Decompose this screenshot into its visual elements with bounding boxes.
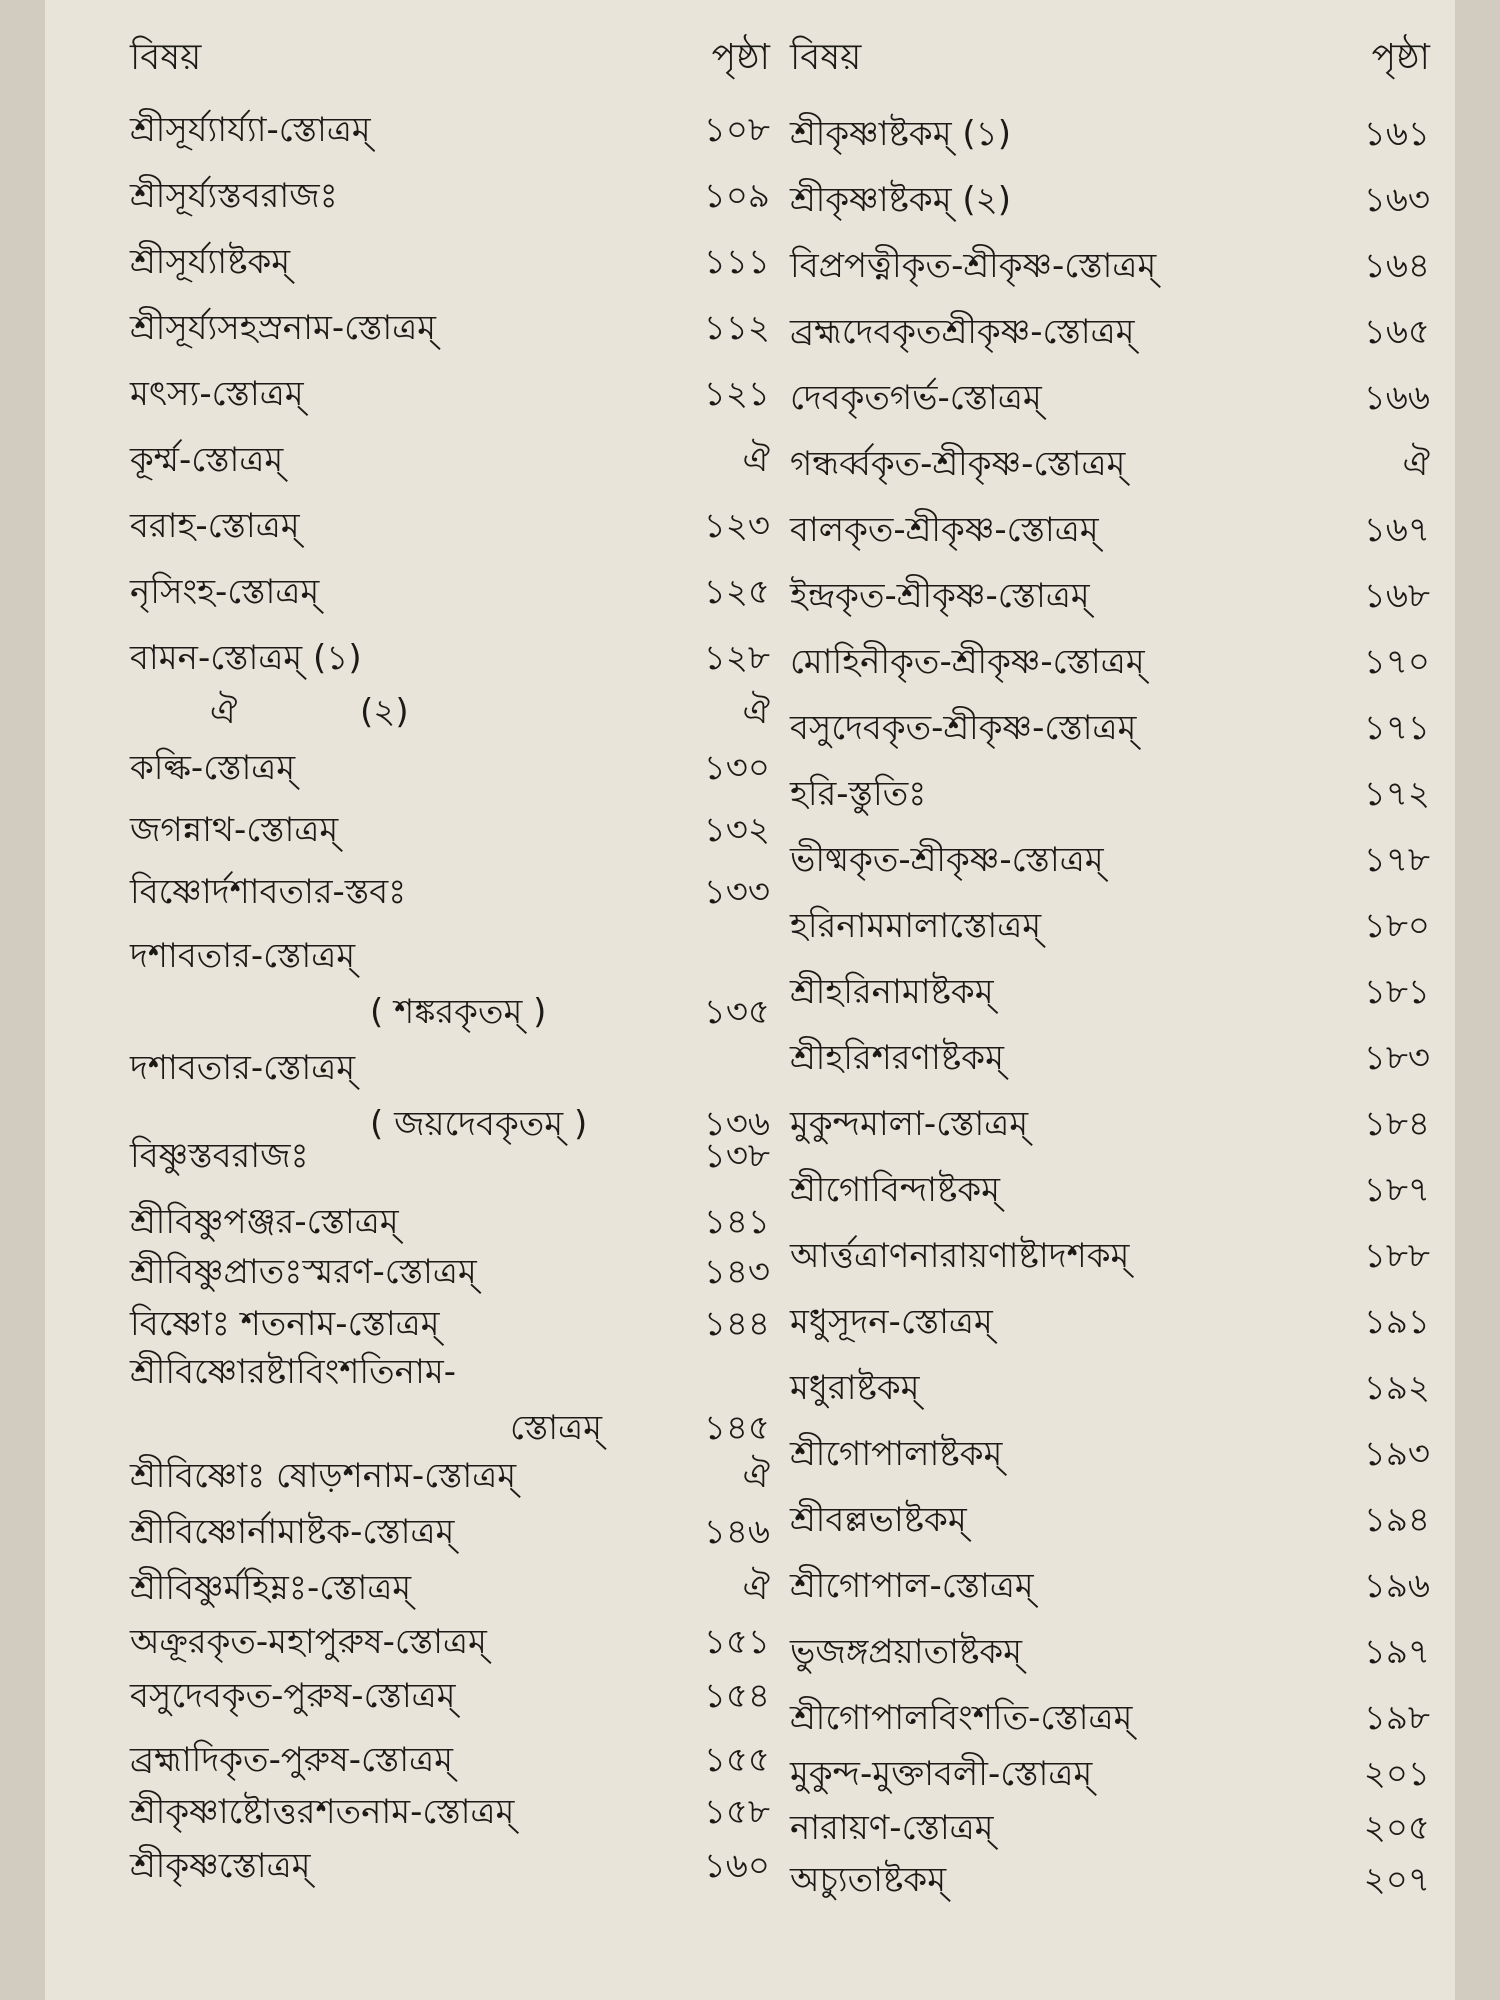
entry-page-number: ১৮৮ <box>1363 1236 1430 1276</box>
entry-title: আর্ত্তত্রাণনারায়ণাষ্টাদশকম্ <box>790 1236 1130 1276</box>
entry-page-number: ১৬১ <box>1363 114 1430 154</box>
entry-page-number: ১৪৩ <box>703 1252 770 1292</box>
subject-heading: বিষয় <box>790 37 862 78</box>
entry-title: বিষ্ণুস্তবরাজঃ <box>130 1136 309 1176</box>
entry-title: ব্রহ্মদেবকৃতশ্রীকৃষ্ণ-স্তোত্রম্ <box>790 312 1135 352</box>
entry-title: গন্ধর্ব্বকৃত-শ্রীকৃষ্ণ-স্তোত্রম্ <box>790 444 1126 484</box>
entry-title: শ্রীবিষ্ণুপ্রাতঃস্মরণ-স্তোত্রম্ <box>130 1252 477 1292</box>
entry-title: মোহিনীকৃত-শ্রীকৃষ্ণ-স্তোত্রম্ <box>790 642 1145 682</box>
entry-page-number: ১৪৬ <box>703 1512 770 1552</box>
entry-title: বরাহ-স্তোত্রম্ <box>130 506 300 546</box>
entry-page-number: ১৬৫ <box>1363 312 1430 352</box>
entry-page-number: ১০৯ <box>703 176 770 216</box>
entry-page-number: ১৪১ <box>703 1202 770 1242</box>
entry-page-number: ঐ <box>1402 444 1430 484</box>
entry-page-number: ১৩৬ <box>703 1104 770 1144</box>
entry-title: শ্রীসূর্য্যসহস্রনাম-স্তোত্রম্ <box>130 308 437 348</box>
entry-page-number: ১৮৪ <box>1363 1104 1430 1144</box>
entry-page-number: ১৯৪ <box>1363 1500 1430 1540</box>
entry-page-number: ১৯২ <box>1363 1368 1430 1408</box>
entry-page-number: ১৪৪ <box>703 1304 770 1344</box>
entry-title: ভীষ্মকৃত-শ্রীকৃষ্ণ-স্তোত্রম্ <box>790 840 1104 880</box>
entry-title: শ্রীবল্লভাষ্টকম্ <box>790 1500 967 1540</box>
entry-title: শ্রীহরিশরণাষ্টকম্ <box>790 1038 1004 1078</box>
entry-title: কল্কি-স্তোত্রম্ <box>130 748 296 788</box>
entry-title: শ্রীহরিনামাষ্টকম্ <box>790 972 994 1012</box>
entry-page-number: ১৭০ <box>1363 642 1430 682</box>
entry-page-number: ১৬৭ <box>1363 510 1430 550</box>
entry-page-number: ১২৮ <box>703 638 770 678</box>
entry-title: মুকুন্দমালা-স্তোত্রম্ <box>790 1104 1029 1144</box>
left-column-header <box>130 30 770 90</box>
entry-title: বিষ্ণোঃ শতনাম-স্তোত্রম্ <box>130 1304 440 1344</box>
entry-title: ঐ <box>210 692 238 732</box>
entry-page-number: ১৭৮ <box>1363 840 1430 880</box>
entry-page-number: ১৩২ <box>703 810 770 850</box>
entry-title: শ্রীবিষ্ণুপঞ্জর-স্তোত্রম্ <box>130 1202 399 1242</box>
entry-title: অচ্যুতাষ্টকম্ <box>790 1860 947 1900</box>
entry-title: বালকৃত-শ্রীকৃষ্ণ-স্তোত্রম্ <box>790 510 1099 550</box>
entry-page-number: ১৮০ <box>1363 906 1430 946</box>
entry-page-number: ১৭১ <box>1363 708 1430 748</box>
entry-title: মধুরাষ্টকম্ <box>790 1368 920 1408</box>
entry-title: শ্রীগোবিন্দাষ্টকম্ <box>790 1170 1001 1210</box>
entry-page-number: ১৯৮ <box>1363 1698 1430 1738</box>
entry-page-number: ১৫৫ <box>703 1740 770 1780</box>
entry-page-number: ১৭২ <box>1363 774 1430 814</box>
entry-title: নারায়ণ-স্তোত্রম্ <box>790 1808 994 1848</box>
entry-page-number: ১২১ <box>703 374 770 414</box>
entry-page-number: ২০৫ <box>1363 1808 1430 1848</box>
entry-title: মধুসূদন-স্তোত্রম্ <box>790 1302 993 1342</box>
entry-title: শ্রীসূর্য্যস্তবরাজঃ <box>130 176 338 216</box>
entry-page-number: ঐ <box>742 440 770 480</box>
entry-page-number: ১০৮ <box>703 110 770 150</box>
right-column-header <box>790 30 1430 90</box>
entry-title: দশাবতার-স্তোত্রম্ <box>130 936 356 976</box>
entry-page-number: ১৯১ <box>1363 1302 1430 1342</box>
entry-page-number: ১৮১ <box>1363 972 1430 1012</box>
subject-heading: বিষয় <box>130 37 202 78</box>
entry-page-number: ২০৭ <box>1363 1860 1430 1900</box>
entry-title: শ্রীগোপালবিংশতি-স্তোত্রম্ <box>790 1698 1133 1738</box>
entry-page-number: ১১২ <box>703 308 770 348</box>
entry-title: ব্রহ্মাদিকৃত-পুরুষ-স্তোত্রম্ <box>130 1740 453 1780</box>
entry-subtitle: ( জয়দেবকৃতম্ ) <box>370 1104 588 1144</box>
entry-title: বিষ্ণোর্দশাবতার-স্তবঃ <box>130 872 407 912</box>
entry-title: শ্রীসূর্য্যাষ্টকম্ <box>130 242 291 282</box>
entry-title: শ্রীবিষ্ণুর্মহিম্নঃ-স্তোত্রম্ <box>130 1568 412 1608</box>
entry-subtitle: স্তোত্রম্ <box>510 1408 602 1448</box>
entry-title: মুকুন্দ-মুক্তাবলী-স্তোত্রম্ <box>790 1754 1093 1794</box>
entry-page-number: ঐ <box>742 1568 770 1608</box>
entry-title: হরি-স্তুতিঃ <box>790 774 927 814</box>
entry-title: শ্রীসূর্য্যার্য্যা-স্তোত্রম্ <box>130 110 371 150</box>
entry-page-number: ১৩৩ <box>703 872 770 912</box>
entry-title: নৃসিংহ-স্তোত্রম্ <box>130 572 320 612</box>
entry-title: জগন্নাথ-স্তোত্রম্ <box>130 810 339 850</box>
entry-title: শ্রীগোপালাষ্টকম্ <box>790 1434 1003 1474</box>
entry-title: ইন্দ্রকৃত-শ্রীকৃষ্ণ-স্তোত্রম্ <box>790 576 1090 616</box>
entry-page-number: ১৩০ <box>703 748 770 788</box>
entry-title: বিপ্রপত্নীকৃত-শ্রীকৃষ্ণ-স্তোত্রম্ <box>790 246 1157 286</box>
entry-title: মৎস্য-স্তোত্রম্ <box>130 374 304 414</box>
entry-page-number: ১৬০ <box>703 1846 770 1886</box>
entry-page-number: ১৮৭ <box>1363 1170 1430 1210</box>
entry-page-number: ১৫৪ <box>703 1676 770 1716</box>
entry-title: দেবকৃতগর্ভ-স্তোত্রম্ <box>790 378 1042 418</box>
index-page <box>45 0 1455 2000</box>
entry-page-number: ১৬৪ <box>1363 246 1430 286</box>
entry-page-number: ১৪৫ <box>703 1408 770 1448</box>
entry-title: বসুদেবকৃত-শ্রীকৃষ্ণ-স্তোত্রম্ <box>790 708 1137 748</box>
entry-title: শ্রীগোপাল-স্তোত্রম্ <box>790 1566 1034 1606</box>
entry-page-number: ১৬৮ <box>1363 576 1430 616</box>
entry-title: ভুজঙ্গপ্রয়াতাষ্টকম্ <box>790 1632 1022 1672</box>
entry-title: শ্রীকৃষ্ণাষ্টোত্তরশতনাম-স্তোত্রম্ <box>130 1792 515 1832</box>
entry-page-number: ১৯৩ <box>1363 1434 1430 1474</box>
entry-page-number: ১৩৫ <box>703 992 770 1032</box>
entry-page-number: ১২৫ <box>703 572 770 612</box>
entry-title: হরিনামমালাস্তোত্রম্ <box>790 906 1042 946</box>
entry-page-number: ঐ <box>742 1456 770 1496</box>
entry-title: শ্রীকৃষ্ণস্তোত্রম্ <box>130 1846 311 1886</box>
entry-page-number: ১৯৭ <box>1363 1632 1430 1672</box>
page-heading: পৃষ্ঠা <box>1371 37 1430 78</box>
entry-title: বামন-স্তোত্রম্ (১) <box>130 638 362 678</box>
entry-subtitle: (২) <box>360 692 409 732</box>
entry-title: কূর্ম্ম-স্তোত্রম্ <box>130 440 284 480</box>
entry-page-number: ১৩৮ <box>703 1136 770 1176</box>
entry-title: দশাবতার-স্তোত্রম্ <box>130 1048 356 1088</box>
page-heading: পৃষ্ঠা <box>711 37 770 78</box>
entry-subtitle: ( শঙ্করকৃতম্ ) <box>370 992 547 1032</box>
entry-page-number: ১৮৩ <box>1363 1038 1430 1078</box>
entry-page-number: ১২৩ <box>703 506 770 546</box>
entry-title: অক্রূরকৃত-মহাপুরুষ-স্তোত্রম্ <box>130 1622 487 1662</box>
entry-title: শ্রীকৃষ্ণাষ্টকম্ (১) <box>790 114 1011 154</box>
entry-title: শ্রীবিষ্ণোঃ ষোড়শনাম-স্তোত্রম্ <box>130 1456 517 1496</box>
entry-page-number: ১৫৮ <box>703 1792 770 1832</box>
entry-page-number: ১১১ <box>703 242 770 282</box>
entry-title: বসুদেবকৃত-পুরুষ-স্তোত্রম্ <box>130 1676 456 1716</box>
entry-page-number: ১৫১ <box>703 1622 770 1662</box>
entry-title: শ্রীবিষ্ণোর্নামাষ্টক-স্তোত্রম্ <box>130 1512 455 1552</box>
entry-title: শ্রীবিষ্ণোরষ্টাবিংশতিনাম- <box>130 1352 456 1392</box>
entry-title: শ্রীকৃষ্ণাষ্টকম্ (২) <box>790 180 1012 220</box>
entry-page-number: ১৯৬ <box>1363 1566 1430 1606</box>
entry-page-number: ১৬৩ <box>1363 180 1430 220</box>
entry-page-number: ঐ <box>742 692 770 732</box>
entry-page-number: ২০১ <box>1363 1754 1430 1794</box>
entry-page-number: ১৬৬ <box>1363 378 1430 418</box>
